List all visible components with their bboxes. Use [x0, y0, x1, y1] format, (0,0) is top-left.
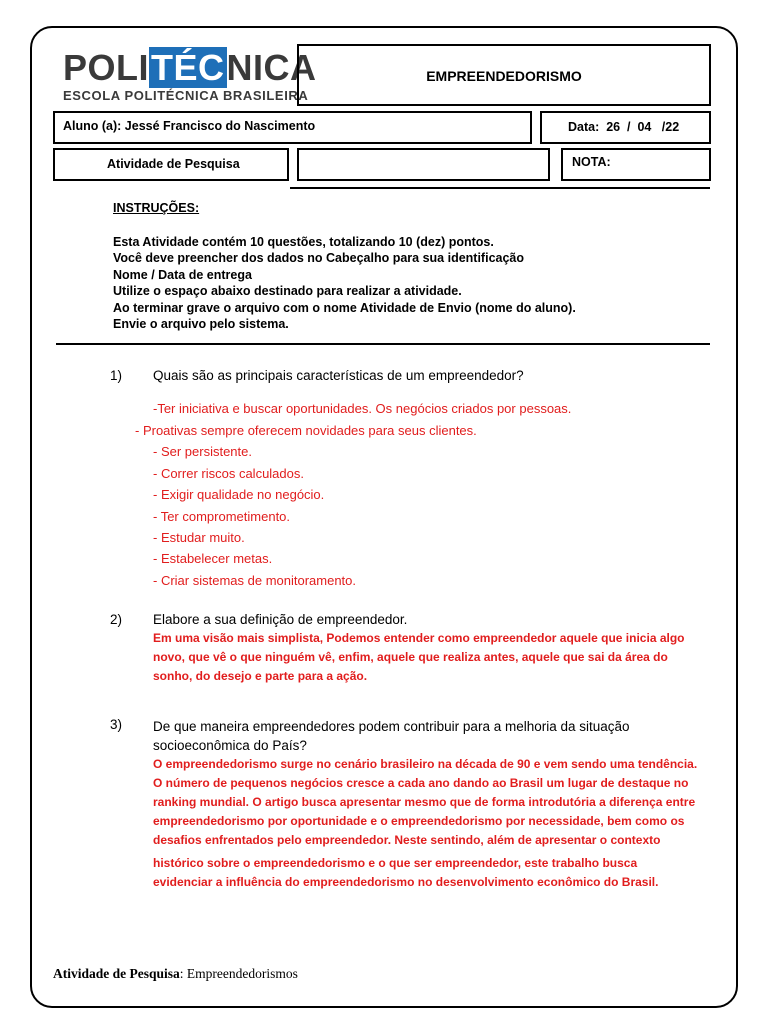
- instructions: [113, 200, 576, 333]
- question-3-line: socioeconômica do País?: [153, 738, 307, 753]
- answer-3-line: evidenciar a influência do empreendedorismo no desenvolvimento econômico do Brasil.: [153, 875, 659, 889]
- question-1-number: 1): [110, 368, 123, 383]
- politecnica-logo: [63, 47, 317, 103]
- answer-3-line: ranking mundial. O artigo busca apresentar mesmo que de forma introdutória a diferença entre: [153, 795, 696, 809]
- grade-box: [561, 148, 711, 181]
- question-2-number: 2): [110, 612, 123, 627]
- subject-title: EMPREENDEDORISMO: [426, 68, 582, 84]
- student-name: Aluno (a): Jessé Francisco do Nascimento: [63, 119, 316, 133]
- header-divider: [290, 187, 710, 189]
- answer-1-item: - Proativas sempre oferecem novidades para seus clientes.: [135, 423, 477, 438]
- logo-text-tec: TÉC: [151, 47, 225, 88]
- answer-1-item: - Ter comprometimento.: [153, 509, 291, 524]
- answer-1-item: - Estabelecer metas.: [153, 551, 273, 566]
- footer: [53, 966, 298, 982]
- question-1-text: Quais são as principais características de um empreendedor?: [153, 368, 524, 383]
- footer-label: Atividade de Pesquisa: [53, 966, 180, 981]
- answer-3-line: empreendedorismo por oportunidade e o empreendedorismo por necessidade, bem como os: [153, 814, 685, 828]
- instruction-line: Você deve preencher dos dados no Cabeçalho para sua identificação: [113, 251, 525, 265]
- student-box[interactable]: [53, 111, 532, 144]
- question-3-number: 3): [110, 717, 123, 732]
- instructions-divider: [56, 343, 710, 345]
- subject-box: [297, 44, 711, 106]
- answer-3-line: histórico sobre o empreendedorismo e o que ser empreendedor, este trabalho busca: [153, 856, 638, 870]
- answer-3-line: desafios enfrentados pelo empreendedor. Neste sentindo, além de apresentar o contexto: [153, 833, 661, 847]
- blank-box[interactable]: [297, 148, 550, 181]
- instruction-line: Ao terminar grave o arquivo com o nome Atividade de Envio (nome do aluno).: [113, 300, 576, 315]
- answer-1-item: -Ter iniciativa e buscar oportunidades. Os negócios criados por pessoas.: [153, 401, 572, 416]
- question-3-line: De que maneira empreendedores podem contribuir para a melhoria da situação: [153, 719, 630, 734]
- answer-2-line: sonho, do desejo e parte para a ação.: [153, 669, 368, 683]
- answer-2-line: Em uma visão mais simplista, Podemos entender como empreendedor aquele que inicia algo: [153, 631, 685, 645]
- question-3-text: [153, 717, 630, 755]
- footer-text: : Empreendedorismos: [179, 966, 298, 981]
- date-box[interactable]: [540, 111, 711, 144]
- activity-box: [53, 148, 289, 181]
- answer-1-item: - Correr riscos calculados.: [153, 466, 304, 481]
- instruction-line: Utilize o espaço abaixo destinado para realizar a atividade.: [113, 284, 462, 298]
- question-2-text: Elabore a sua definição de empreendedor.: [153, 612, 408, 627]
- answer-1-item: - Estudar muito.: [153, 530, 245, 545]
- instructions-title: INSTRUÇÕES:: [113, 201, 200, 215]
- logo-text-post: NICA: [226, 47, 317, 88]
- answer-1-item: - Criar sistemas de monitoramento.: [153, 573, 357, 588]
- grade-label: NOTA:: [572, 155, 611, 169]
- activity-type: Atividade de Pesquisa: [107, 157, 240, 171]
- answer-2: [153, 629, 685, 686]
- instruction-line: Esta Atividade contém 10 questões, totalizando 10 (dez) pontos.: [113, 234, 494, 249]
- answer-3-line: O número de pequenos negócios cresce a cada ano dando ao Brasil um lugar de destaque no: [153, 776, 689, 790]
- instruction-line: Nome / Data de entrega: [113, 267, 252, 282]
- answer-2-line: novo, que vê o que ninguém vê, enfim, aquele que realiza antes, aquele que sai da área do: [153, 650, 668, 664]
- answer-1-item: - Ser persistente.: [153, 444, 252, 459]
- answer-1-item: - Exigir qualidade no negócio.: [153, 487, 325, 502]
- logo-subtitle: ESCOLA POLITÉCNICA BRASILEIRA: [63, 88, 309, 103]
- answer-3: [153, 755, 697, 892]
- logo-text-pre: POLI: [63, 47, 150, 88]
- date-field: Data: 26 / 04 /22: [568, 120, 680, 134]
- instruction-line: Envie o arquivo pelo sistema.: [113, 317, 289, 331]
- answer-3-line: O empreendedorismo surge no cenário brasileiro na década de 90 e vem sendo uma tendência.: [153, 757, 698, 771]
